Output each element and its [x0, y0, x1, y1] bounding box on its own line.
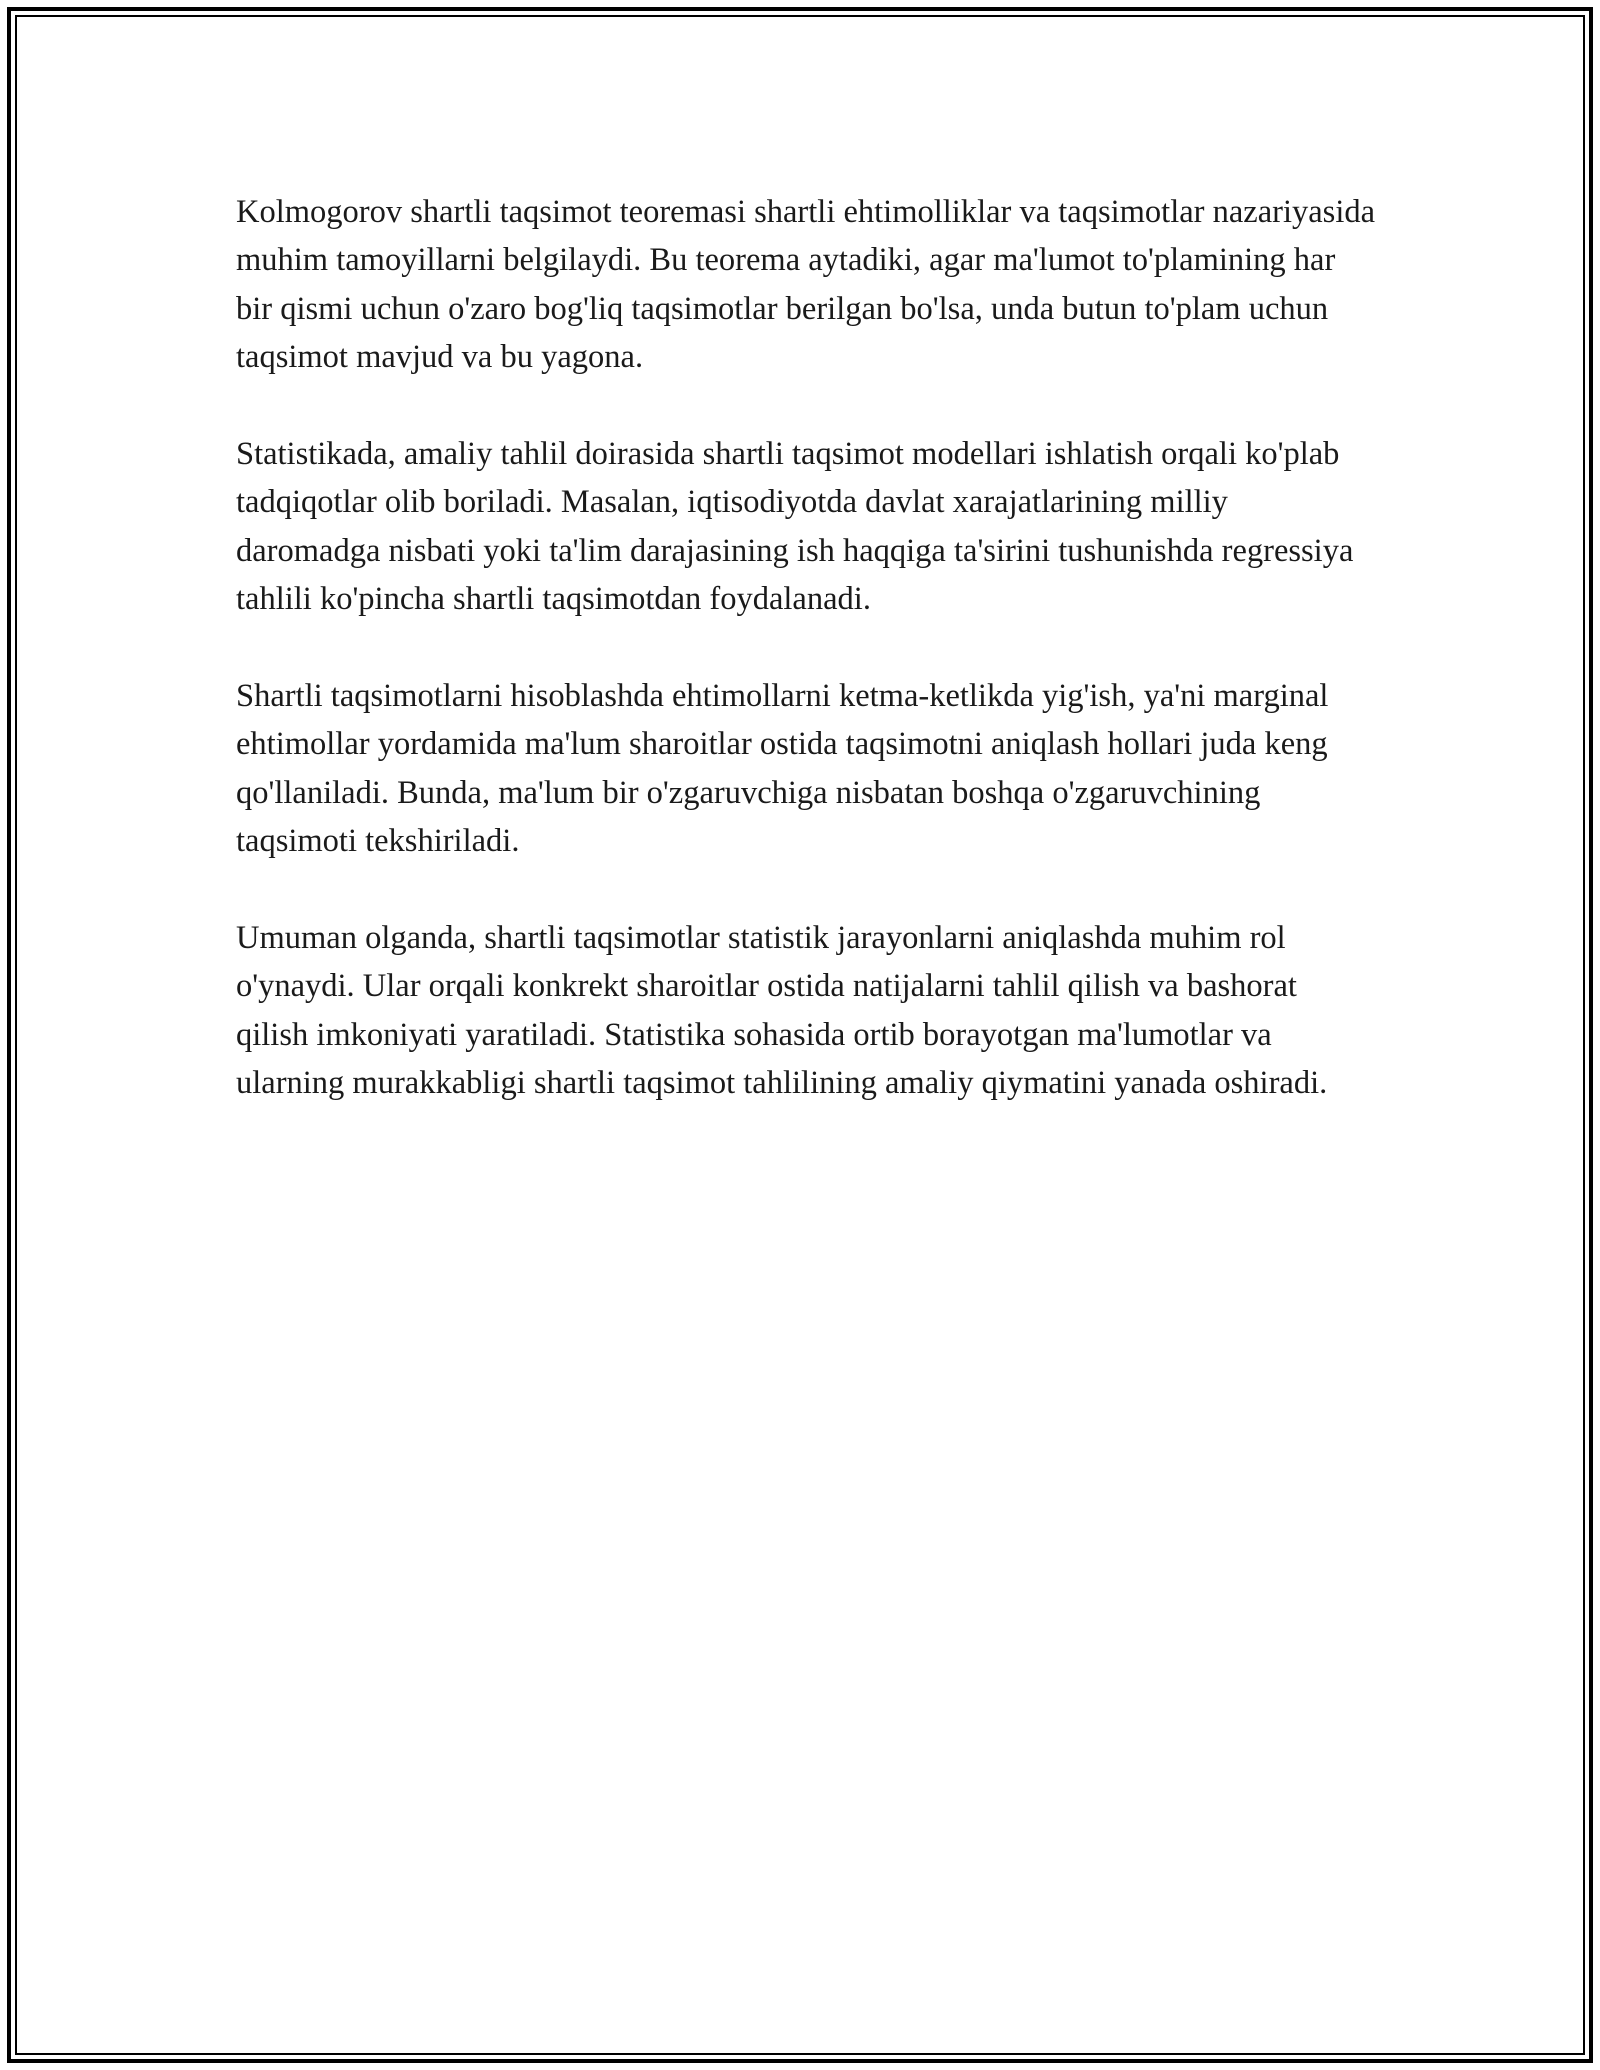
paragraph-1: Kolmogorov shartli taqsimot teoremasi shartli ehtimolliklar va taqsimotlar nazariyasida muhim tamoyillarni belgilaydi. Bu teorema aytadiki, agar ma'lumot to'plamining har bir qismi uchun o'zaro bog'liq taqsimotlar berilgan bo'lsa, unda butun to'plam uchun taqsimot mavjud va bu yagona. — [236, 194, 1376, 376]
paragraph-4: Umuman olganda, shartli taqsimotlar statistik jarayonlarni aniqlashda muhim rol o'ynaydi. Ular orqali konkrekt sharoitlar ostida natijalarni tahlil qilish va bashorat qilish imkoniyati yaratiladi. Statistika sohasida ortib borayotgan ma'lumotlar va ularning murakkabligi shartli taqsimot tahlilining amaliy qiymatini yanada oshiradi. — [236, 920, 1328, 1102]
document-body — [236, 188, 1376, 1156]
paragraph-3: Shartli taqsimotlarni hisoblashda ehtimollarni ketma-ketlikda yig'ish, ya'ni marginal ehtimollar yordamida ma'lum sharoitlar ostida taqsimotni aniqlash hollari juda keng qo'llaniladi. Bunda, ma'lum bir o'zgaruvchiga nisbatan boshqa o'zgaruvchining taqsimoti tekshiriladi. — [236, 678, 1329, 860]
paragraph-2: Statistikada, amaliy tahlil doirasida shartli taqsimot modellari ishlatish orqali ko'plab tadqiqotlar olib boriladi. Masalan, iqtisodiyotda davlat xarajatlarining milliy daromadga nisbati yoki ta'lim darajasining ish haqqiga ta'sirini tushunishda regressiya tahlili ko'pincha shartli taqsimotdan foydalanadi. — [236, 436, 1354, 618]
